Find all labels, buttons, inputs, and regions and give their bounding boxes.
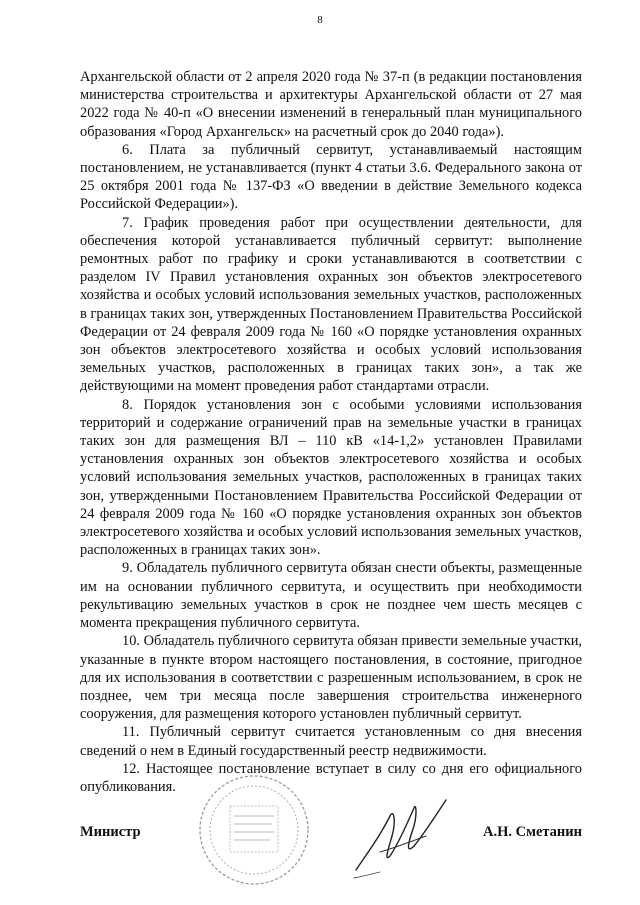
- signatory-name: А.Н. Сметанин: [482, 824, 582, 840]
- signatory-position: Министр: [80, 824, 141, 840]
- paragraph-10: 10. Обладатель публичного сервитута обязан привести земельные участки, указанные в пункте втором настоящего постановления, в состояние, пригодное для их использования в соответствии с разрешенным использованием, в срок не позднее, чем три месяца после завершения строительства инженерного сооружения, для размещения которого установлен публичный сервитут.: [80, 633, 582, 723]
- signature-block: [0, 824, 640, 854]
- document-body: [80, 68, 582, 796]
- paragraph-11: 11. Публичный сервитут считается установленным со дня внесения сведений о нем в Единый государственный реестр недвижимости.: [80, 724, 582, 759]
- paragraph-9: 9. Обладатель публичного сервитута обязан снести объекты, размещенные им на основании публичного сервитута, и осуществить при необходимости рекультивацию земельных участков в срок не позднее чем шесть месяцев с момента прекращения публичного сервитута.: [80, 560, 582, 632]
- paragraph-8: 8. Порядок установления зон с особыми условиями использования территорий и содержание ограничений прав на земельные участки в границах таких зон для размещения ВЛ – 110 кВ «14-1,2» установлен Правилами установления охранных зон объектов электросетевого хозяйства и особых условий использования земельных участков, расположенных в границах таких зон, утвержденными Постановлением Правительства Российской Федерации от 24 февраля 2009 года № 160 «О порядке установления охранных зон объектов электросетевого хозяйства и особых условий использования земельных участков, расположенных в границах таких зон».: [80, 396, 582, 559]
- page-number: 8: [317, 14, 323, 26]
- paragraph-continuation: Архангельской области от 2 апреля 2020 года № 37-п (в редакции постановления министерства строительства и архитектуры Архангельской области от 27 мая 2022 года № 40-п «О внесении изменений в генеральный план муниципального образования «Город Архангельск» на расчетный срок до 2040 года»).: [80, 69, 582, 140]
- paragraph-6: 6. Плата за публичный сервитут, устанавливаемый настоящим постановлением, не устанавливается (пункт 4 статьи 3.6. Федерального закона от 25 октября 2001 года № 137-ФЗ «О введении в действие Земельного кодекса Российской Федерации»).: [80, 141, 582, 213]
- paragraph-7: 7. График проведения работ при осуществлении деятельности, для обеспечения которой устанавливается публичный сервитут: выполнение ремонтных работ по графику и сроки устанавливаются в соответствии с разделом IV Правил установления охранных зон объектов электросетевого хозяйства и особых условий использования земельных участков, расположенных в границах таких зон, утвержденных Постановлением Правительства Российской Федерации от 24 февраля 2009 года № 160 «О порядке установления охранных зон объектов электросетевого хозяйства и особых условий использования земельных участков, расположенных в границах таких зон», а так же действующими на момент проведения работ стандартами отрасли.: [80, 214, 582, 395]
- paragraph-12: 12. Настоящее постановление вступает в силу со дня его официального опубликования.: [80, 760, 582, 795]
